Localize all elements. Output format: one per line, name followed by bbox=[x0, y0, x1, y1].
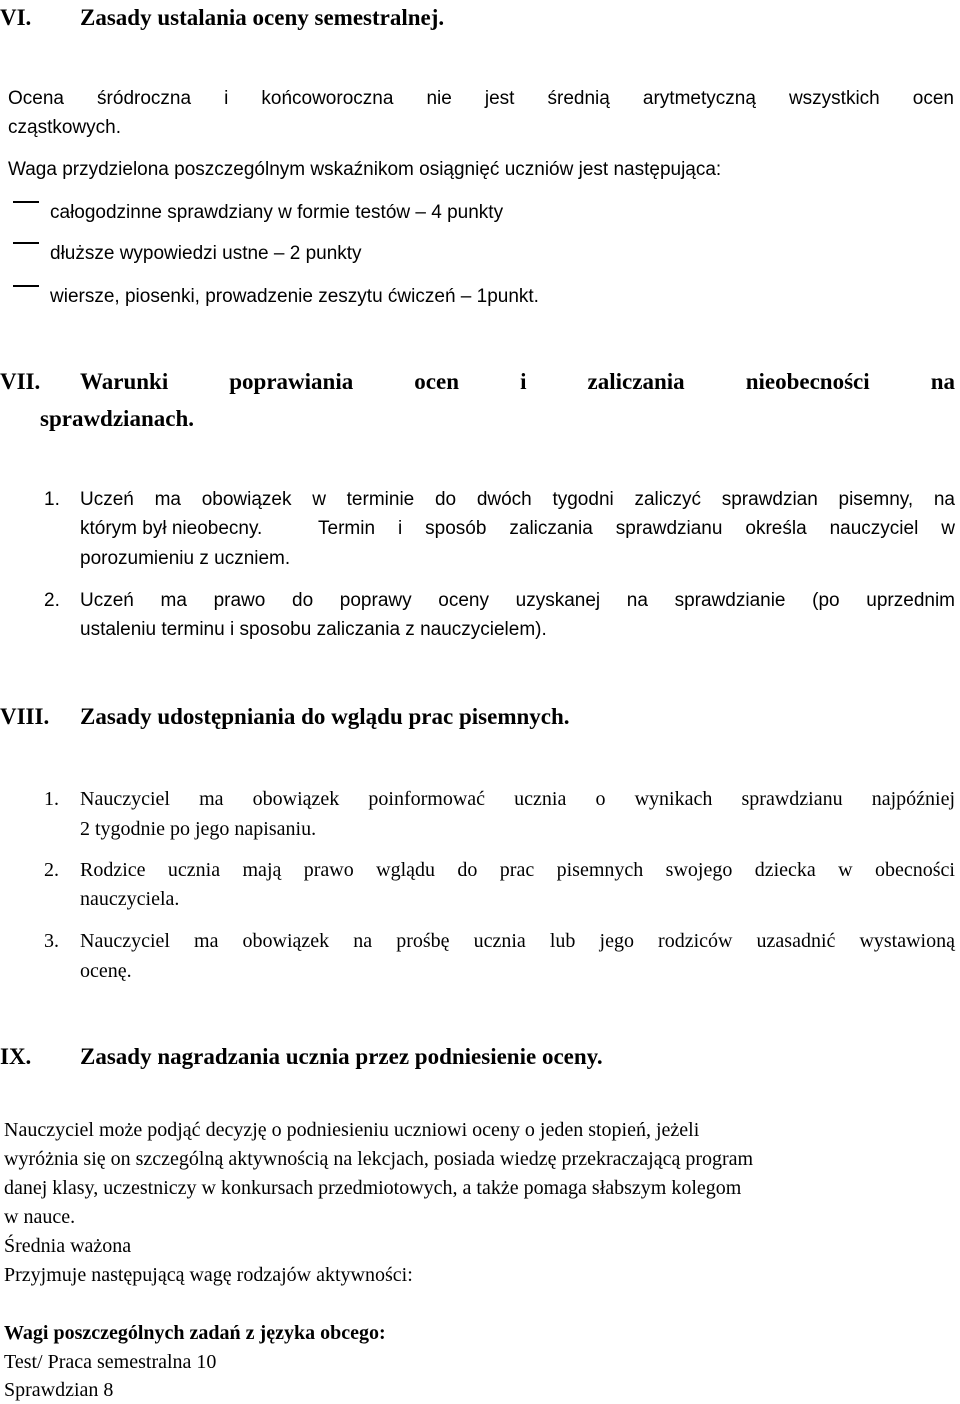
section-7-item-1-number: 1. bbox=[44, 489, 60, 510]
section-6-paragraph-line-1: Ocena śródroczna i końcoworoczna nie jest średnią arytmetyczną wszystkich ocen bbox=[8, 88, 954, 109]
section-8-item-3-number: 3. bbox=[44, 930, 59, 952]
section-9-paragraph-line-2: wyróżnia się on szczególną aktywnością na lekcjach, posiada wiedzę przekraczającą program bbox=[4, 1148, 754, 1170]
section-6-title: Zasady ustalania oceny semestralnej. bbox=[80, 5, 445, 30]
weight-item-sprawdzian: Sprawdzian 8 bbox=[4, 1379, 114, 1401]
section-7-item-1-line-3: porozumieniu z uczniem. bbox=[80, 548, 291, 569]
section-9-paragraph-line-3: danej klasy, uczestniczy w konkursach przedmiotowych, a także pomaga słabszym kolegom bbox=[4, 1177, 742, 1199]
weight-item-test: Test/ Praca semestralna 10 bbox=[4, 1351, 217, 1373]
section-9-paragraph-line-1: Nauczyciel może podjąć decyzję o podniesieniu uczniowi oceny o jeden stopień, jeżeli bbox=[4, 1119, 700, 1141]
section-9-paragraph-line-4: w nauce. bbox=[4, 1206, 76, 1228]
weights-intro: Przyjmuje następującą wagę rodzajów aktywności: bbox=[4, 1264, 413, 1286]
section-7-item-1-line-2b: Termin i sposób zaliczania sprawdzianu określa nauczyciel w bbox=[318, 518, 955, 539]
dash-bullet-icon bbox=[13, 285, 39, 287]
dash-bullet-icon bbox=[13, 242, 39, 244]
section-7-item-2-line-2: ustaleniu terminu i sposobu zaliczania z nauczycielem). bbox=[80, 619, 547, 640]
section-8-item-1-line-1: Nauczyciel ma obowiązek poinformować ucznia o wynikach sprawdzianu najpóźniej bbox=[80, 788, 955, 810]
section-8-item-2-line-2: nauczyciela. bbox=[80, 888, 180, 910]
section-8-number: VIII. bbox=[0, 704, 50, 729]
section-8-item-3-line-1: Nauczyciel ma obowiązek na prośbę ucznia lub jego rodziców uzasadnić wystawioną bbox=[80, 930, 955, 952]
section-6-list-item-1: całogodzinne sprawdziany w formie testów – 4 punkty bbox=[50, 202, 504, 223]
section-6-paragraph-line-2: cząstkowych. bbox=[8, 117, 121, 138]
section-9-title: Zasady nagradzania ucznia przez podniesienie oceny. bbox=[80, 1044, 603, 1069]
section-7-title-line-2: sprawdzianach. bbox=[40, 406, 194, 431]
section-6-number: VI. bbox=[0, 5, 32, 30]
section-7-item-1-line-1: Uczeń ma obowiązek w terminie do dwóch tygodni zaliczyć sprawdzian pisemny, na bbox=[80, 489, 955, 510]
section-7-item-2-number: 2. bbox=[44, 590, 60, 611]
section-9-number: IX. bbox=[0, 1044, 32, 1069]
section-6-list-item-3: wiersze, piosenki, prowadzenie zeszytu ćwiczeń – 1punkt. bbox=[50, 286, 539, 307]
section-7-number: VII. bbox=[0, 369, 41, 394]
section-8-item-1-line-2: 2 tygodnie po jego napisaniu. bbox=[80, 818, 317, 840]
section-7-item-1-line-2a: którym był nieobecny. bbox=[80, 518, 263, 539]
section-8-title: Zasady udostępniania do wglądu prac pisemnych. bbox=[80, 704, 570, 729]
section-8-item-1-number: 1. bbox=[44, 788, 59, 810]
weighted-average-label: Średnia ważona bbox=[4, 1235, 132, 1257]
section-7-title-line-1: Warunki poprawiania ocen i zaliczania nieobecności na bbox=[80, 369, 955, 394]
section-6-weights-intro: Waga przydzielona poszczególnym wskaźnikom osiągnięć uczniów jest następująca: bbox=[8, 159, 722, 180]
weights-title: Wagi poszczególnych zadań z języka obcego: bbox=[4, 1322, 386, 1344]
section-8-item-2-number: 2. bbox=[44, 859, 59, 881]
section-6-list-item-2: dłuższe wypowiedzi ustne – 2 punkty bbox=[50, 243, 362, 264]
section-7-item-2-line-1: Uczeń ma prawo do poprawy oceny uzyskanej na sprawdzianie (po uprzednim bbox=[80, 590, 955, 611]
dash-bullet-icon bbox=[13, 201, 39, 203]
section-8-item-2-line-1: Rodzice ucznia mają prawo wglądu do prac pisemnych swojego dziecka w obecności bbox=[80, 859, 955, 881]
section-8-item-3-line-2: ocenę. bbox=[80, 960, 132, 982]
